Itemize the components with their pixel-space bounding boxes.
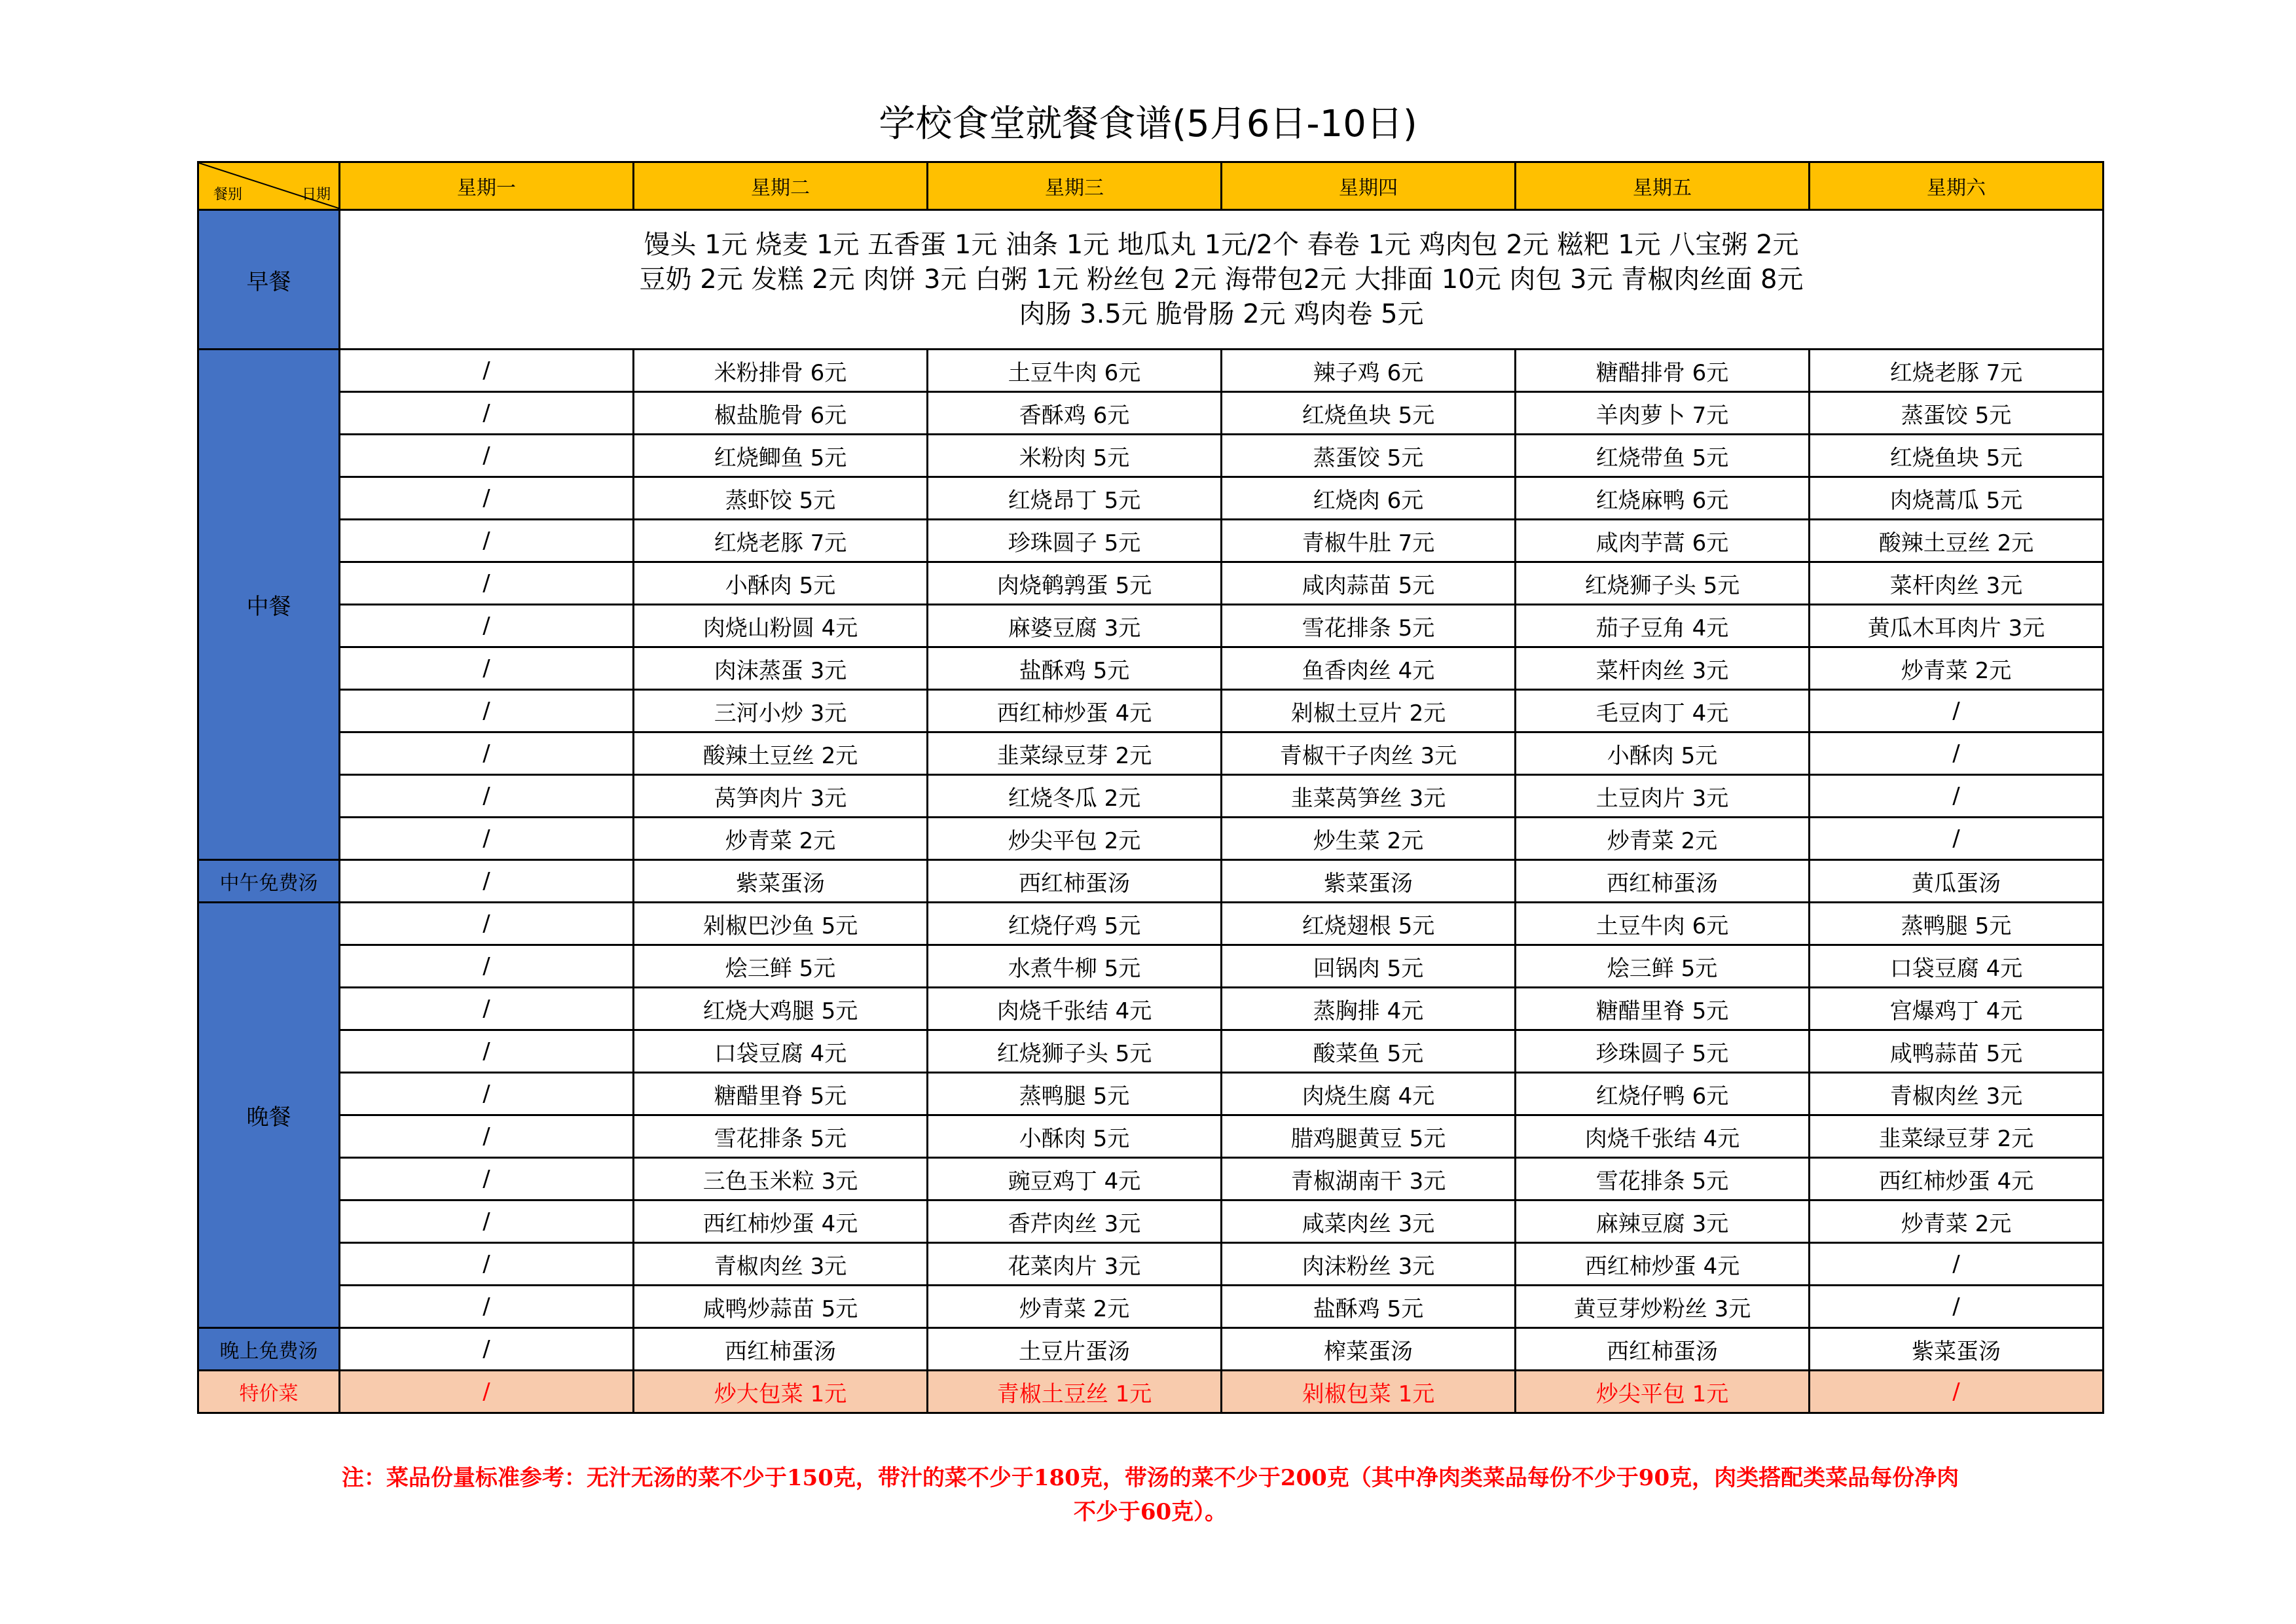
dish-cell: 红烧鲫鱼 5元 <box>634 435 928 477</box>
dish-cell: / <box>1810 690 2104 732</box>
dish-cell: 雪花排条 5元 <box>1516 1158 1810 1200</box>
dish-cell: 三色玉米粒 3元 <box>634 1158 928 1200</box>
corner-date-label: 日期 <box>301 187 331 203</box>
dish-cell: / <box>340 775 634 818</box>
dish-cell: 米粉排骨 6元 <box>634 350 928 392</box>
dish-cell: / <box>340 903 634 945</box>
breakfast-menu <box>340 210 2104 350</box>
dish-cell: / <box>340 1286 634 1328</box>
dish-cell: 雪花排条 5元 <box>634 1115 928 1158</box>
table-row <box>198 988 2104 1030</box>
dish-cell: 口袋豆腐 4元 <box>634 1030 928 1073</box>
dish-cell: 炒青菜 2元 <box>1810 647 2104 690</box>
dish-cell: 紫菜蛋汤 <box>1222 860 1516 903</box>
table-row <box>198 392 2104 435</box>
table-row <box>198 818 2104 860</box>
dish-cell: 盐酥鸡 5元 <box>1222 1286 1516 1328</box>
dish-cell: 肉烧千张结 4元 <box>928 988 1222 1030</box>
table-row <box>198 1158 2104 1200</box>
dish-cell: / <box>340 520 634 562</box>
dinner-soup-row <box>198 1328 2104 1371</box>
dish-cell: 烩三鲜 5元 <box>1516 945 1810 988</box>
dish-cell: 肉烧山粉圆 4元 <box>634 605 928 647</box>
dish-cell: / <box>340 435 634 477</box>
dish-cell: 红烧冬瓜 2元 <box>928 775 1222 818</box>
dish-cell: / <box>340 350 634 392</box>
dish-cell: 青椒肉丝 3元 <box>1810 1073 2104 1115</box>
dish-cell: 红烧狮子头 5元 <box>1516 562 1810 605</box>
table-row <box>198 690 2104 732</box>
day-header: 星期一 <box>340 162 634 210</box>
dish-cell: 羊肉萝卜 7元 <box>1516 392 1810 435</box>
dish-cell: / <box>340 732 634 775</box>
dish-cell: / <box>1810 1243 2104 1286</box>
dish-cell: 黄瓜蛋汤 <box>1810 860 2104 903</box>
day-header: 星期二 <box>634 162 928 210</box>
table-row <box>198 435 2104 477</box>
breakfast-line: 豆奶 2元 发糕 2元 肉饼 3元 白粥 1元 粉丝包 2元 海带包2元 大排面 10元 肉包 3元 青椒肉丝面 8元 <box>639 264 1804 295</box>
breakfast-row <box>198 210 2104 350</box>
breakfast-line: 馒头 1元 烧麦 1元 五香蛋 1元 油条 1元 地瓜丸 1元/2个 春卷 1元 鸡肉包 2元 糍粑 1元 八宝粥 2元 <box>644 229 1799 260</box>
dish-cell: 咸鸭蒜苗 5元 <box>1810 1030 2104 1073</box>
dish-cell: 剁椒包菜 1元 <box>1222 1371 1516 1413</box>
dish-cell: 红烧翅根 5元 <box>1222 903 1516 945</box>
dish-cell: 红烧麻鸭 6元 <box>1516 477 1810 520</box>
table-row <box>198 903 2104 945</box>
dish-cell: 糖醋排骨 6元 <box>1516 350 1810 392</box>
table-row <box>198 1073 2104 1115</box>
dish-cell: / <box>1810 818 2104 860</box>
meal-label-special: 特价菜 <box>198 1371 340 1413</box>
dish-cell: 酸菜鱼 5元 <box>1222 1030 1516 1073</box>
note-line: 注：菜品份量标准参考：无汁无汤的菜不少于150克，带汁的菜不少于180克，带汤的菜不少于200克（其中净肉类菜品每份不少于90克，肉类搭配类菜品每份净肉 <box>341 1465 1959 1491</box>
dish-cell: 炒青菜 2元 <box>634 818 928 860</box>
meal-label-breakfast: 早餐 <box>198 210 340 350</box>
dish-cell: 炒青菜 2元 <box>928 1286 1222 1328</box>
dish-cell: 香酥鸡 6元 <box>928 392 1222 435</box>
dish-cell: / <box>340 605 634 647</box>
lunch-soup-row <box>198 860 2104 903</box>
dish-cell: 土豆片蛋汤 <box>928 1328 1222 1371</box>
dish-cell: 花菜肉片 3元 <box>928 1243 1222 1286</box>
dish-cell: 水煮牛柳 5元 <box>928 945 1222 988</box>
dish-cell: 肉沫粉丝 3元 <box>1222 1243 1516 1286</box>
dish-cell: 红烧狮子头 5元 <box>928 1030 1222 1073</box>
note-line: 不少于60克）。 <box>1073 1499 1228 1525</box>
dish-cell: 辣子鸡 6元 <box>1222 350 1516 392</box>
dish-cell: 咸鸭炒蒜苗 5元 <box>634 1286 928 1328</box>
day-header: 星期五 <box>1516 162 1810 210</box>
table-row <box>198 945 2104 988</box>
dish-cell: 鱼香肉丝 4元 <box>1222 647 1516 690</box>
dish-cell: 炒生菜 2元 <box>1222 818 1516 860</box>
dish-cell: 青椒牛肚 7元 <box>1222 520 1516 562</box>
dish-cell: 韭菜莴笋丝 3元 <box>1222 775 1516 818</box>
dish-cell: 糖醋里脊 5元 <box>634 1073 928 1115</box>
menu-table <box>197 161 2104 1414</box>
table-row <box>198 1200 2104 1243</box>
dish-cell: 红烧带鱼 5元 <box>1516 435 1810 477</box>
dish-cell: / <box>1810 775 2104 818</box>
dish-cell: 青椒土豆丝 1元 <box>928 1371 1222 1413</box>
dish-cell: 麻辣豆腐 3元 <box>1516 1200 1810 1243</box>
dish-cell: 小酥肉 5元 <box>1516 732 1810 775</box>
table-row <box>198 1286 2104 1328</box>
dish-cell: 盐酥鸡 5元 <box>928 647 1222 690</box>
dish-cell: 肉烧鹌鹑蛋 5元 <box>928 562 1222 605</box>
dish-cell: 土豆牛肉 6元 <box>1516 903 1810 945</box>
dish-cell: 毛豆肉丁 4元 <box>1516 690 1810 732</box>
dish-cell: / <box>340 562 634 605</box>
dish-cell: 韭菜绿豆芽 2元 <box>1810 1115 2104 1158</box>
dish-cell: 珍珠圆子 5元 <box>1516 1030 1810 1073</box>
dish-cell: 茄子豆角 4元 <box>1516 605 1810 647</box>
dish-cell: 麻婆豆腐 3元 <box>928 605 1222 647</box>
dish-cell: 西红柿蛋汤 <box>928 860 1222 903</box>
dish-cell: 咸肉蒜苗 5元 <box>1222 562 1516 605</box>
dish-cell: 蒸蛋饺 5元 <box>1810 392 2104 435</box>
table-row <box>198 1115 2104 1158</box>
dish-cell: 回锅肉 5元 <box>1222 945 1516 988</box>
dish-cell: 红烧肉 6元 <box>1222 477 1516 520</box>
header-row <box>198 162 2104 210</box>
dish-cell: 酸辣土豆丝 2元 <box>634 732 928 775</box>
table-row <box>198 605 2104 647</box>
dish-cell: 炒青菜 2元 <box>1516 818 1810 860</box>
breakfast-line: 肉肠 3.5元 脆骨肠 2元 鸡肉卷 5元 <box>1019 298 1424 329</box>
dish-cell: 西红柿炒蛋 4元 <box>1810 1158 2104 1200</box>
dish-cell: / <box>340 690 634 732</box>
dish-cell: / <box>340 988 634 1030</box>
dish-cell: / <box>340 1115 634 1158</box>
meal-label-dinner: 晚餐 <box>198 903 340 1328</box>
dish-cell: / <box>340 1200 634 1243</box>
dish-cell: 剁椒巴沙鱼 5元 <box>634 903 928 945</box>
day-header: 星期六 <box>1810 162 2104 210</box>
dish-cell: 西红柿炒蛋 4元 <box>928 690 1222 732</box>
dish-cell: 米粉肉 5元 <box>928 435 1222 477</box>
dish-cell: / <box>1810 732 2104 775</box>
table-row <box>198 1243 2104 1286</box>
day-header: 星期三 <box>928 162 1222 210</box>
dish-cell: 菜杆肉丝 3元 <box>1516 647 1810 690</box>
day-header: 星期四 <box>1222 162 1516 210</box>
dish-cell: 土豆肉片 3元 <box>1516 775 1810 818</box>
meal-label-lunch: 中餐 <box>198 350 340 860</box>
dish-cell: / <box>340 392 634 435</box>
table-row <box>198 562 2104 605</box>
dish-cell: / <box>340 818 634 860</box>
dish-cell: 黄瓜木耳肉片 3元 <box>1810 605 2104 647</box>
dish-cell: 蒸鸭腿 5元 <box>928 1073 1222 1115</box>
dish-cell: 菜杆肉丝 3元 <box>1810 562 2104 605</box>
dish-cell: 黄豆芽炒粉丝 3元 <box>1516 1286 1810 1328</box>
dish-cell: 豌豆鸡丁 4元 <box>928 1158 1222 1200</box>
dish-cell: 红烧大鸡腿 5元 <box>634 988 928 1030</box>
meal-label-dinner-soup: 晚上免费汤 <box>198 1328 340 1371</box>
table-row <box>198 732 2104 775</box>
dish-cell: 西红柿蛋汤 <box>1516 860 1810 903</box>
dish-cell: / <box>340 1371 634 1413</box>
dish-cell: 西红柿蛋汤 <box>634 1328 928 1371</box>
table-row <box>198 1030 2104 1073</box>
dish-cell: 糖醋里脊 5元 <box>1516 988 1810 1030</box>
dish-cell: 香芹肉丝 3元 <box>928 1200 1222 1243</box>
dish-cell: 小酥肉 5元 <box>634 562 928 605</box>
dish-cell: 宫爆鸡丁 4元 <box>1810 988 2104 1030</box>
dish-cell: 榨菜蛋汤 <box>1222 1328 1516 1371</box>
dish-cell: 腊鸡腿黄豆 5元 <box>1222 1115 1516 1158</box>
dish-cell: / <box>340 1243 634 1286</box>
table-row <box>198 350 2104 392</box>
dish-cell: 肉烧蒿瓜 5元 <box>1810 477 2104 520</box>
table-row <box>198 775 2104 818</box>
dish-cell: / <box>1810 1371 2104 1413</box>
dish-cell: 土豆牛肉 6元 <box>928 350 1222 392</box>
dish-cell: 肉烧生腐 4元 <box>1222 1073 1516 1115</box>
dish-cell: 红烧老豚 7元 <box>634 520 928 562</box>
dish-cell: 肉烧千张结 4元 <box>1516 1115 1810 1158</box>
dish-cell: 咸肉芋蒿 6元 <box>1516 520 1810 562</box>
dish-cell: 雪花排条 5元 <box>1222 605 1516 647</box>
dish-cell: 炒青菜 2元 <box>1810 1200 2104 1243</box>
table-row <box>198 477 2104 520</box>
dish-cell: 西红柿炒蛋 4元 <box>634 1200 928 1243</box>
dish-cell: / <box>340 647 634 690</box>
dish-cell: 珍珠圆子 5元 <box>928 520 1222 562</box>
dish-cell: 炒大包菜 1元 <box>634 1371 928 1413</box>
table-row <box>198 520 2104 562</box>
table-row <box>198 647 2104 690</box>
dish-cell: 青椒湖南干 3元 <box>1222 1158 1516 1200</box>
special-row <box>198 1371 2104 1413</box>
dish-cell: 椒盐脆骨 6元 <box>634 392 928 435</box>
dish-cell: 红烧老豚 7元 <box>1810 350 2104 392</box>
dish-cell: 咸菜肉丝 3元 <box>1222 1200 1516 1243</box>
dish-cell: / <box>340 1328 634 1371</box>
dish-cell: 韭菜绿豆芽 2元 <box>928 732 1222 775</box>
dish-cell: 蒸胸排 4元 <box>1222 988 1516 1030</box>
dish-cell: / <box>340 1073 634 1115</box>
dish-cell: 剁椒土豆片 2元 <box>1222 690 1516 732</box>
corner-meal-label: 餐别 <box>213 187 243 203</box>
dish-cell: / <box>340 1158 634 1200</box>
dish-cell: 烩三鲜 5元 <box>634 945 928 988</box>
dish-cell: / <box>340 945 634 988</box>
dish-cell: 莴笋肉片 3元 <box>634 775 928 818</box>
dish-cell: 西红柿炒蛋 4元 <box>1516 1243 1810 1286</box>
dish-cell: 红烧仔鸡 5元 <box>928 903 1222 945</box>
page-title: 学校食堂就餐食谱(5月6日-10日) <box>879 103 1417 145</box>
dish-cell: 炒尖平包 2元 <box>928 818 1222 860</box>
dish-cell: 青椒肉丝 3元 <box>634 1243 928 1286</box>
dish-cell: 红烧鱼块 5元 <box>1810 435 2104 477</box>
dish-cell: 酸辣土豆丝 2元 <box>1810 520 2104 562</box>
dish-cell: / <box>340 1030 634 1073</box>
dish-cell: / <box>340 860 634 903</box>
dish-cell: 西红柿蛋汤 <box>1516 1328 1810 1371</box>
dish-cell: 蒸虾饺 5元 <box>634 477 928 520</box>
dish-cell: / <box>1810 1286 2104 1328</box>
dish-cell: 肉沫蒸蛋 3元 <box>634 647 928 690</box>
dish-cell: 紫菜蛋汤 <box>634 860 928 903</box>
dish-cell: / <box>340 477 634 520</box>
corner-cell <box>198 162 340 210</box>
portion-note <box>197 1461 2104 1529</box>
dish-cell: 小酥肉 5元 <box>928 1115 1222 1158</box>
dish-cell: 蒸蛋饺 5元 <box>1222 435 1516 477</box>
dish-cell: 红烧鱼块 5元 <box>1222 392 1516 435</box>
dish-cell: 红烧仔鸭 6元 <box>1516 1073 1810 1115</box>
dish-cell: 口袋豆腐 4元 <box>1810 945 2104 988</box>
dish-cell: 三河小炒 3元 <box>634 690 928 732</box>
dish-cell: 紫菜蛋汤 <box>1810 1328 2104 1371</box>
dish-cell: 蒸鸭腿 5元 <box>1810 903 2104 945</box>
dish-cell: 炒尖平包 1元 <box>1516 1371 1810 1413</box>
meal-label-lunch-soup: 中午免费汤 <box>198 860 340 903</box>
dish-cell: 青椒干子肉丝 3元 <box>1222 732 1516 775</box>
dish-cell: 红烧昂丁 5元 <box>928 477 1222 520</box>
